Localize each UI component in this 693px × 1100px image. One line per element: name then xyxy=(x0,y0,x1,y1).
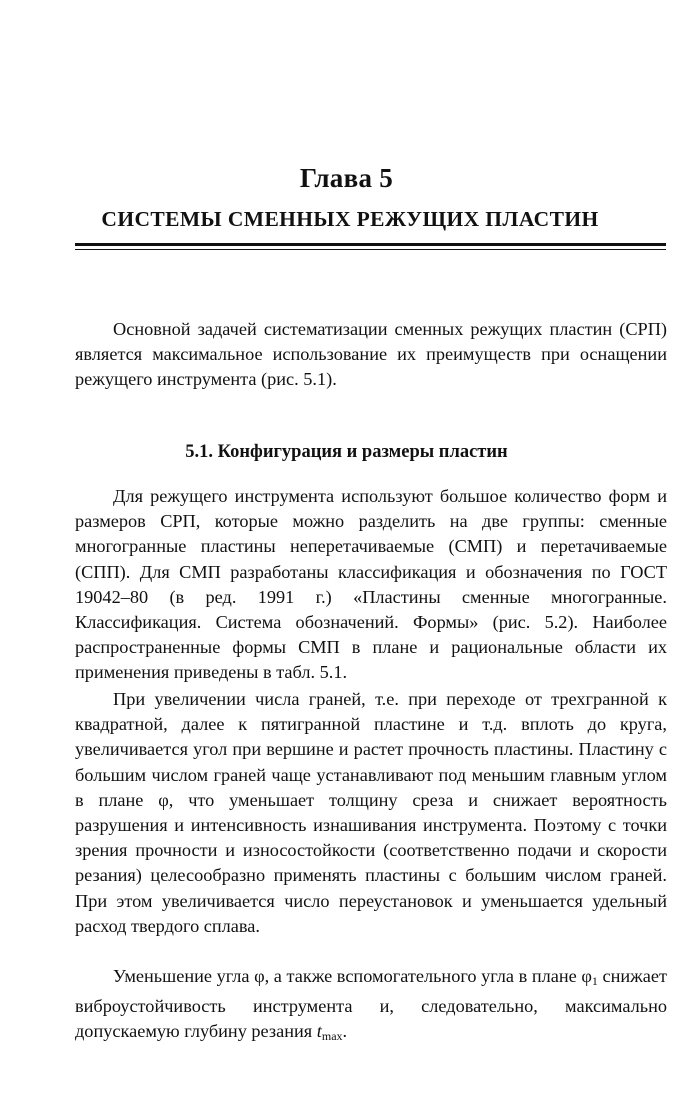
max-subscript: max xyxy=(321,1029,343,1044)
paragraph-3-text-b: снижает виброустойчивость инструмента и, следовательно, максимально допускаемую глубину резания xyxy=(75,966,667,1042)
chapter-number: Глава 5 xyxy=(299,163,394,193)
title-rule-thin xyxy=(75,249,666,250)
chapter-title: СИСТЕМЫ СМЕННЫХ РЕЖУЩИХ ПЛАСТИН xyxy=(101,207,599,231)
phi-subscript: 1 xyxy=(591,974,598,988)
body-paragraph-2: При увеличении числа граней, т.е. при переходе от трехгранной к квадратной, далее к пятигранной пластине и т.д. вплоть до круга, увеличивается угол при вершине и растет прочность пластины. Пластину с большим числом граней чаще устанавливают под меньшим главным углом в плане φ, что уменьшает толщину среза и снижает вероятность разрушения и интенсивность изнашивания инструмента. Поэтому с точки зрения прочности и износостойкости (соответственно подачи и скорости резания) целесообразно применять пластины с большим числом граней. При этом увеличивается число переустановок и уменьшается удельный расход твердого сплава. xyxy=(75,689,667,936)
section-title: 5.1. Конфигурация и размеры пластин xyxy=(185,442,508,462)
intro-paragraph: Основной задачей систематизации сменных режущих пластин (СРП) является максимальное использование их преимуществ при оснащении режущего инструмента (рис. 5.1). xyxy=(75,319,667,390)
paragraph-3-end: . xyxy=(342,1021,348,1042)
paragraph-3-text-a: Уменьшение угла φ, а также вспомогательного угла в плане φ xyxy=(113,966,592,986)
title-rule-thick xyxy=(75,243,666,246)
body-paragraph-1: Для режущего инструмента используют большое количество форм и размеров СРП, которые можно разделить на две группы: сменные многогранные пластины неперетачиваемые (СМП) и перетачиваемые (СПП). Для СМП разработаны классификация и обозначения по ГОСТ 19042–80 (в ред. 1991 г.) «Пластины сменные многогранные. Классификация. Система обозначений. Формы» (рис. 5.2). Наиболее распространенные формы СМП в плане и рациональные области их применения приведены в табл. 5.1. xyxy=(75,486,667,683)
depth-symbol: t xyxy=(316,1021,322,1042)
body-paragraph-3 xyxy=(75,964,667,1050)
